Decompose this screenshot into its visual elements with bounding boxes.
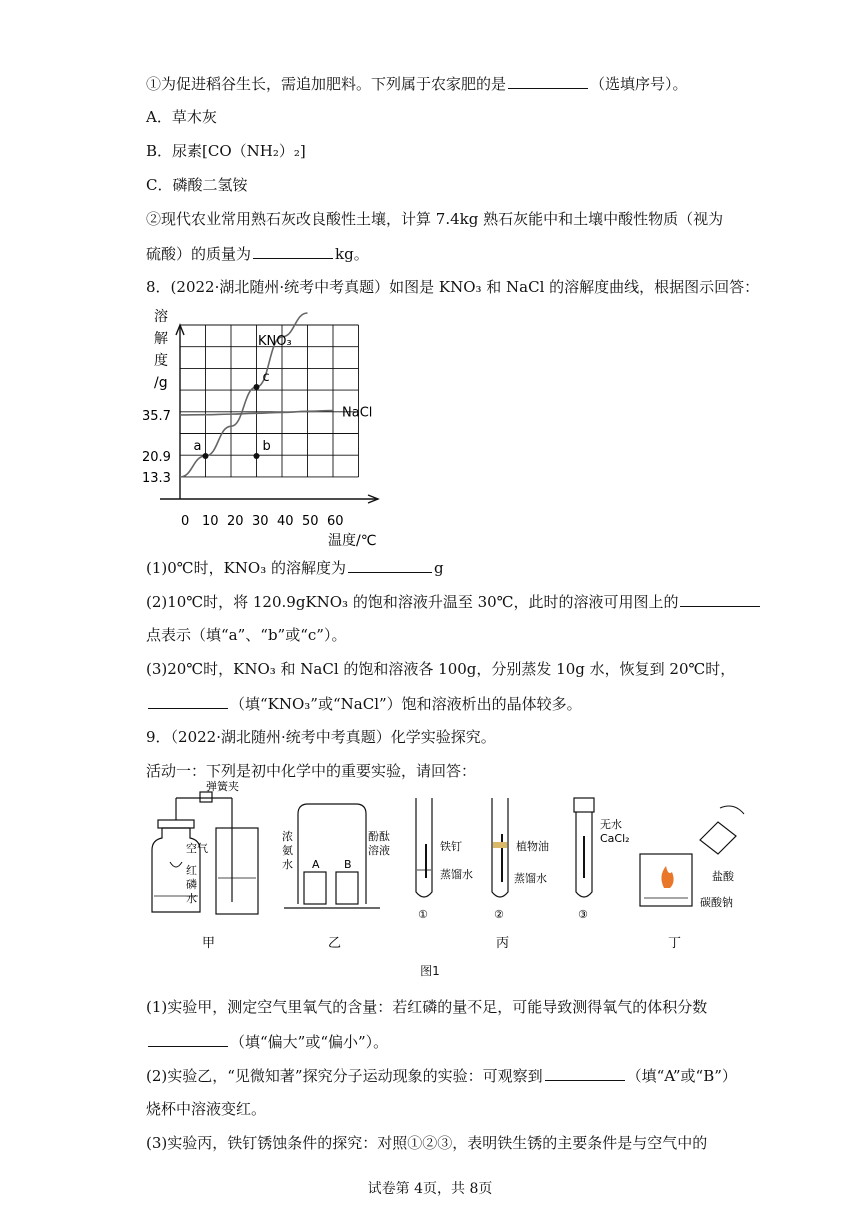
label-red-phosphorus-2: 磷 (186, 878, 197, 891)
point-label: a (193, 438, 202, 454)
label-phenol-1: 酚酞 (368, 830, 390, 843)
label-yi: 乙 (328, 936, 342, 951)
apparatus-yi (284, 804, 380, 908)
chart-ticks (142, 409, 344, 529)
x-tick-label: 10 (202, 514, 219, 529)
y-axis-label-char: 溶 (154, 309, 168, 325)
q9-stem: 9．（2022·湖北随州·统考中考真题）化学实验探究。 (146, 728, 496, 746)
label-water-jia: 水 (186, 892, 197, 905)
q9-part2-line2: 烧杯中溶液变红。 (146, 1100, 267, 1118)
label-distilled-water-2: 蒸馏水 (514, 872, 547, 885)
option-c: C．磷酸二氢铵 (146, 176, 248, 194)
label-na2co3: 碳酸钠 (700, 896, 733, 909)
series-label: KNO₃ (258, 334, 292, 349)
answer-blank[interactable] (253, 242, 333, 259)
label-bing: 丙 (496, 936, 510, 951)
y-tick-label: 35.7 (142, 408, 171, 424)
answer-blank[interactable] (680, 590, 760, 607)
x-tick-label: 50 (302, 514, 319, 529)
y-tick-label: 13.3 (142, 471, 171, 486)
point-label: b (262, 438, 271, 454)
label-jia: 甲 (202, 936, 216, 951)
label-ding: 丁 (668, 936, 682, 951)
q8-stem: 8．(2022·湖北随州·统考中考真题）如图是 KNO₃ 和 NaCl 的溶解度曲线，根据图示回答： (146, 278, 760, 296)
x-tick-label: 40 (277, 514, 294, 529)
x-tick-label: 0 (181, 514, 190, 529)
q9-part1-line2: （填“偏大”或“偏小”）。 (146, 1030, 388, 1053)
y-tick-label: 20.9 (142, 449, 171, 465)
q7-sub2-line2: 硫酸）的质量为 kg。 (146, 242, 369, 265)
solubility-chart (140, 305, 400, 550)
q9-activity1: 活动一：下列是初中化学中的重要实验，请回答： (146, 762, 477, 780)
q9-part2: (2)实验乙，“见微知著”探究分子运动现象的实验：可观察到 （填“A”或“B”） (146, 1064, 737, 1087)
figure-caption: 图1 (420, 964, 440, 978)
x-tick-label: 30 (252, 514, 269, 529)
answer-blank[interactable] (148, 1030, 228, 1047)
label-spring-clip: 弹簧夹 (206, 780, 239, 793)
label-conc-ammonia-1: 浓 (282, 830, 293, 843)
q9-part3: (3)实验丙，铁钉锈蚀条件的探究：对照①②③，表明铁生锈的主要条件是与空气中的 (146, 1134, 708, 1152)
option-a: A．草木灰 (146, 108, 217, 126)
label-distilled-water-1: 蒸馏水 (440, 868, 473, 881)
label-anh-water: 无水 (600, 818, 622, 831)
q8-part2: (2)10℃时，将 120.9gKNO₃ 的饱和溶液升温至 30℃，此时的溶液可用图上的 (146, 590, 762, 613)
label-n3: ③ (578, 908, 588, 921)
label-nail: 铁钉 (440, 840, 462, 853)
q8-part1: (1)0℃时，KNO₃ 的溶解度为 g (146, 556, 444, 579)
x-tick-label: 60 (327, 514, 344, 529)
label-red-phosphorus-1: 红 (186, 864, 197, 877)
point-b (254, 453, 260, 459)
apparatus-ding (640, 806, 744, 906)
label-beaker-a: A (312, 858, 320, 871)
option-b: B．尿素[CO（NH₂）₂] (146, 142, 306, 160)
label-conc-ammonia-2: 氨 (282, 844, 293, 857)
flame-icon (661, 866, 673, 888)
series-label: NaCl (342, 405, 373, 421)
y-axis-label (154, 308, 168, 391)
answer-blank[interactable] (348, 556, 432, 573)
label-conc-ammonia-3: 水 (282, 858, 293, 871)
page-footer: 试卷第 4页，共 8页 (367, 1181, 493, 1197)
label-n1: ① (418, 908, 428, 921)
q8-part2-line2: 点表示（填“a”、“b”或“c”）。 (146, 626, 347, 644)
chart-curves (180, 313, 372, 477)
x-axis-label: 温度/℃ (328, 533, 377, 549)
q7-sub1: ①为促进稻谷生长，需追加肥料。下列属于农家肥的是 （选填序号）。 (146, 72, 688, 95)
x-tick-label: 20 (227, 514, 244, 529)
label-air: 空气 (186, 842, 208, 855)
label-veg-oil: 植物油 (516, 840, 549, 853)
experiment-figure (140, 780, 760, 957)
label-hcl: 盐酸 (712, 870, 734, 883)
q9-part1: (1)实验甲，测定空气里氧气的含量：若红磷的量不足，可能导致测得氧气的体积分数 (146, 998, 708, 1016)
q7-sub2-line1: ②现代农业常用熟石灰改良酸性土壤，计算 7.4kg 熟石灰能中和土壤中酸性物质（视为 (146, 210, 724, 228)
label-phenol-2: 溶液 (368, 844, 390, 857)
label-cacl2: CaCl₂ (600, 832, 630, 845)
y-axis-label-char: 度 (154, 353, 168, 369)
point-a (203, 453, 209, 459)
label-n2: ② (494, 908, 504, 921)
y-axis-label-char: /g (154, 375, 168, 391)
answer-blank[interactable] (545, 1064, 625, 1081)
answer-blank[interactable] (148, 692, 228, 709)
answer-blank[interactable] (508, 72, 588, 89)
y-axis-label-char: 解 (154, 331, 168, 347)
q8-part3: (3)20℃时，KNO₃ 和 NaCl 的饱和溶液各 100g，分别蒸发 10g 水，恢复到 20℃时， (146, 660, 736, 678)
label-beaker-b: B (344, 858, 352, 871)
point-label: c (262, 369, 270, 385)
point-c (254, 384, 260, 390)
q8-part3-line2: （填“KNO₃”或“NaCl”）饱和溶液析出的晶体较多。 (146, 692, 582, 715)
